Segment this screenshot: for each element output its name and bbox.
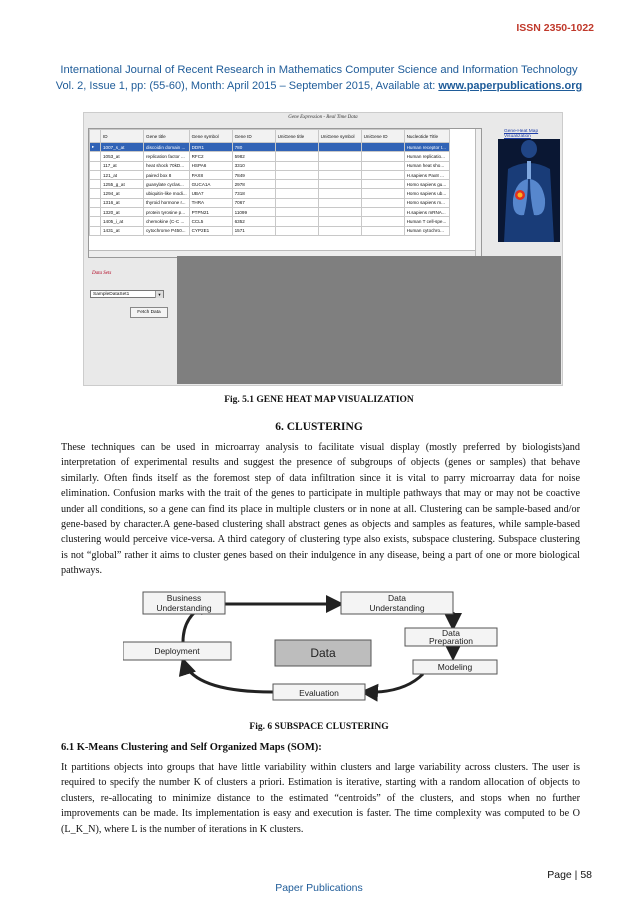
journal-title: International Journal of Recent Research in Mathematics Computer Science and Information Technology — [60, 64, 578, 76]
column-header[interactable]: Nucleotide Title — [404, 130, 449, 143]
dataset-select[interactable] — [90, 290, 164, 298]
table-cell[interactable] — [318, 198, 361, 207]
column-header[interactable]: Gene title — [144, 130, 190, 143]
table-cell[interactable]: CCL5 — [189, 217, 232, 226]
table-cell[interactable]: 780 — [232, 143, 275, 152]
table-cell[interactable]: replication factor ... — [144, 152, 190, 161]
table-row[interactable] — [90, 189, 450, 198]
row-indicator[interactable] — [90, 170, 101, 179]
table-cell[interactable] — [275, 143, 318, 152]
column-header[interactable]: Gene ID — [232, 130, 275, 143]
issn-label: ISSN 2350-1022 — [516, 22, 594, 34]
row-indicator[interactable] — [90, 208, 101, 217]
journal-url-link[interactable]: www.paperpublications.org — [438, 80, 583, 92]
table-cell[interactable]: GUCA1A — [189, 180, 232, 189]
table-cell[interactable] — [275, 217, 318, 226]
table-cell[interactable]: 1431_at — [101, 226, 144, 235]
heat-map-link[interactable]: Gene-Heat Map Visualization — [504, 129, 539, 139]
table-cell[interactable] — [275, 161, 318, 170]
table-cell[interactable] — [318, 170, 361, 179]
row-indicator[interactable] — [90, 161, 101, 170]
table-cell[interactable] — [318, 217, 361, 226]
table-cell[interactable]: guanylate cyclas... — [144, 180, 190, 189]
table-cell[interactable] — [361, 208, 404, 217]
column-header[interactable]: UniGene title — [275, 130, 318, 143]
subsection-heading: 6.1 K-Means Clustering and Self Organized Maps (SOM): — [61, 742, 322, 753]
table-row[interactable] — [90, 226, 450, 235]
table-cell[interactable] — [318, 189, 361, 198]
table-cell[interactable] — [318, 180, 361, 189]
table-cell[interactable]: Human T cell-spe... — [404, 217, 449, 226]
table-cell[interactable]: 11099 — [232, 208, 275, 217]
row-indicator[interactable] — [90, 217, 101, 226]
chevron-down-icon[interactable]: ▼ — [155, 291, 163, 298]
table-cell[interactable]: 7067 — [232, 198, 275, 207]
modeling-label: Modeling — [437, 662, 473, 672]
table-cell[interactable] — [318, 143, 361, 152]
table-row[interactable] — [90, 198, 450, 207]
data-preparation-line2: Preparation — [429, 636, 473, 646]
table-cell[interactable]: 1316_at — [101, 198, 144, 207]
table-cell[interactable]: cytochrome P450... — [144, 226, 190, 235]
lungs-body-image — [498, 139, 560, 242]
table-cell[interactable] — [361, 198, 404, 207]
table-row[interactable] — [90, 152, 450, 161]
data-understanding-line2: Understanding — [369, 603, 425, 613]
table-cell[interactable]: Human receptor t... — [404, 143, 449, 152]
row-indicator-header — [90, 130, 101, 143]
table-cell[interactable]: Homo sapiens m... — [404, 198, 449, 207]
table-cell[interactable]: 117_at — [101, 161, 144, 170]
table-cell[interactable] — [361, 170, 404, 179]
table-cell[interactable]: 1320_at — [101, 208, 144, 217]
table-cell[interactable]: discoidin domain ... — [144, 143, 190, 152]
row-indicator[interactable] — [90, 226, 101, 235]
table-cell[interactable]: PTPN21 — [189, 208, 232, 217]
data-understanding-line1: Data — [388, 593, 406, 603]
figure-caption: Fig. 5.1 GENE HEAT MAP VISUALIZATION — [224, 395, 414, 405]
figure-caption: Fig. 6 SUBSPACE CLUSTERING — [249, 722, 389, 732]
table-cell[interactable]: 6352 — [232, 217, 275, 226]
table-cell[interactable] — [275, 226, 318, 235]
data-label: Data — [310, 646, 336, 660]
data-preparation-line1: Data — [442, 628, 460, 638]
table-cell[interactable]: THRA — [189, 198, 232, 207]
row-indicator[interactable] — [90, 152, 101, 161]
row-indicator[interactable] — [90, 198, 101, 207]
table-row[interactable] — [90, 161, 450, 170]
clustering-paragraph: These techniques can be used in microarray analysis to facilitate visual display (mostly preferred by biologists)and interpretation of experimental results and suggest the presence of subgroups of objects (genes or samples) that behave similarly. Often finds itself as the foremost step of data infiltration since it is vital to parry microarray data for noise elimination. Confusion marks with the trait of the genes to participate in multiple pathways that may or may not be coactive under all conditions, so a gene can find its place in multiple clusters or in none at all. Clustering can be sample-based and/or gene-based by character.A gene-based clustering shall abstract genes as objects and samples as features, while sample-based clustering would perceive vice-versa. A third category of clustering type also exists, subspace clustering. Subspace clustering is not “global” rather it aims to cluster genes based on their indulgence in any disease, being a part of one or more biological pathways. — [61, 442, 580, 577]
table-cell[interactable]: H.sapiens mRNA... — [404, 208, 449, 217]
table-cell[interactable] — [361, 189, 404, 198]
row-indicator[interactable] — [90, 189, 101, 198]
table-row[interactable] — [90, 143, 450, 152]
table-cell[interactable]: Homo sapiens ub... — [404, 189, 449, 198]
table-cell[interactable]: 1294_at — [101, 189, 144, 198]
journal-info — [0, 80, 638, 92]
table-row[interactable] — [90, 217, 450, 226]
table-cell[interactable]: 5982 — [232, 152, 275, 161]
table-cell[interactable]: ubiquitin-like modi... — [144, 189, 190, 198]
table-header-row — [90, 130, 450, 143]
table-cell[interactable]: 3310 — [232, 161, 275, 170]
subspace-clustering-diagram — [123, 582, 513, 710]
app-title: Gene Expression - Real Time Data — [288, 115, 358, 120]
column-header[interactable]: ID — [101, 130, 144, 143]
table-cell[interactable] — [361, 152, 404, 161]
gene-expression-app-screenshot — [83, 112, 563, 386]
column-header[interactable]: UniGene ID — [361, 130, 404, 143]
row-indicator[interactable] — [90, 180, 101, 189]
deployment-label: Deployment — [154, 646, 200, 656]
table-row[interactable] — [90, 170, 450, 179]
table-cell[interactable] — [361, 143, 404, 152]
table-cell[interactable] — [275, 198, 318, 207]
table-cell[interactable]: protein tyrosine p... — [144, 208, 190, 217]
table-cell[interactable]: 7318 — [232, 189, 275, 198]
table-cell[interactable]: Homo sapiens gu... — [404, 180, 449, 189]
table-cell[interactable] — [361, 217, 404, 226]
table-cell[interactable] — [318, 226, 361, 235]
table-cell[interactable]: Human cytochro... — [404, 226, 449, 235]
table-cell[interactable]: thyroid hormone r... — [144, 198, 190, 207]
section-heading: 6. CLUSTERING — [275, 421, 363, 433]
kmeans-paragraph: It partitions objects into groups that have little variability within clusters and large variability across clusters. The user is required to specify the number K of clusters a priori. Estimation is iterative, starting with a random allocation of objects to clusters, re-allocating to minimize distance to the estimated “centroids” of the clusters, and stops when no further improvements can be made. Its implementation is easy and execution is faster. The time complexity was computed to be O (L_K_N), where L is the number of iterations in K clusters. — [61, 762, 580, 835]
fetch-data-button[interactable]: Fetch Data — [130, 307, 168, 318]
table-cell[interactable]: RFC2 — [189, 152, 232, 161]
table-cell[interactable] — [361, 226, 404, 235]
table-cell[interactable] — [275, 170, 318, 179]
table-cell[interactable] — [275, 189, 318, 198]
table-cell[interactable]: Human heat sho... — [404, 161, 449, 170]
publisher-footer: Paper Publications — [275, 882, 363, 894]
table-cell[interactable]: 1255_g_at — [101, 180, 144, 189]
table-cell[interactable]: chemokine (C-C ... — [144, 217, 190, 226]
table-cell[interactable] — [361, 161, 404, 170]
table-cell[interactable]: DDR1 — [189, 143, 232, 152]
table-cell[interactable]: heat shock 70kD... — [144, 161, 190, 170]
business-line1: Business — [166, 593, 202, 603]
table-cell[interactable]: 1007_s_at — [101, 143, 144, 152]
table-cell[interactable]: paired box 8 — [144, 170, 190, 179]
gene-table — [89, 129, 450, 236]
page-number: Page | 58 — [547, 869, 592, 881]
table-cell[interactable]: H.sapiens Pax8 ... — [404, 170, 449, 179]
row-indicator[interactable]: ▸ — [90, 143, 101, 152]
table-cell[interactable]: UBA7 — [189, 189, 232, 198]
table-cell[interactable] — [318, 161, 361, 170]
table-cell[interactable]: 121_at — [101, 170, 144, 179]
table-cell[interactable] — [318, 208, 361, 217]
table-row[interactable] — [90, 208, 450, 217]
table-cell[interactable]: HSPA6 — [189, 161, 232, 170]
heat-map-canvas — [177, 256, 561, 384]
business-line2: Understanding — [156, 603, 212, 613]
table-row[interactable] — [90, 180, 450, 189]
column-header[interactable]: UniGene symbol — [318, 130, 361, 143]
column-header[interactable]: Gene symbol — [189, 130, 232, 143]
table-cell[interactable]: Human replicatio... — [404, 152, 449, 161]
table-cell[interactable] — [275, 180, 318, 189]
table-cell[interactable]: CYP2E1 — [189, 226, 232, 235]
table-cell[interactable] — [275, 152, 318, 161]
table-cell[interactable]: PAX8 — [189, 170, 232, 179]
data-sets-label: Data Sets — [92, 271, 112, 276]
table-cell[interactable] — [318, 152, 361, 161]
vertical-scrollbar[interactable] — [475, 129, 482, 257]
gene-data-grid[interactable] — [88, 128, 482, 258]
table-cell[interactable]: 1405_i_at — [101, 217, 144, 226]
table-cell[interactable]: 2978 — [232, 180, 275, 189]
journal-info-text: Vol. 2, Issue 1, pp: (55-60), Month: April 2015 – September 2015, Available at: — [55, 80, 439, 92]
table-cell[interactable]: 1053_at — [101, 152, 144, 161]
table-cell[interactable]: 1571 — [232, 226, 275, 235]
table-cell[interactable] — [275, 208, 318, 217]
evaluation-label: Evaluation — [299, 688, 339, 698]
table-cell[interactable]: 7849 — [232, 170, 275, 179]
dataset-select-value: SampleDataSet1 — [93, 292, 130, 297]
table-cell[interactable] — [361, 180, 404, 189]
